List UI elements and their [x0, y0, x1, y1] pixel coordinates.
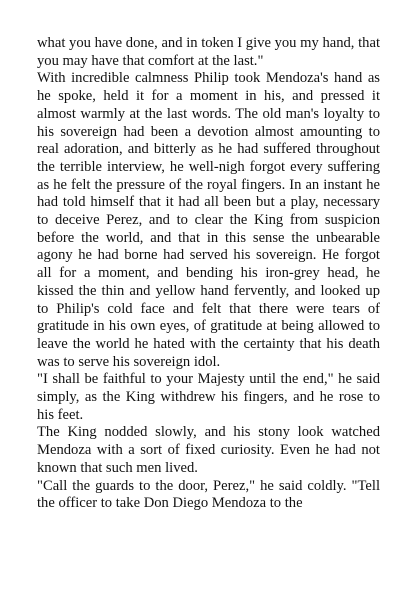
paragraph-2: With incredible calmness Philip took Mendoza's hand as he spoke, held it for a moment in his, and pressed it almost warmly at the last words. The old man's loyalty to his sovereign had been a devotion almost amounting to real adoration, and bitterly as he had suffered throughout the terrible interview, he well-nigh forgot every suffering as he felt the pressure of the royal fingers. In an instant he had told himself that it had all been but a play, necessary to deceive Perez, and to clear the King from suspicion before the world, and that in this sense the unbearable agony he had borne had served his sovereign. He forgot all for a moment, and bending his iron-grey head, he kissed the thin and yellow hand fervently, and looked up to Philip's cold face and felt that there were tears of gratitude in his own eyes, of gratitude at being allowed to leave the world he hated with the certainty that his death was to serve his sovereign idol.: [37, 70, 380, 370]
page-text: [37, 35, 380, 513]
paragraph-3: "I shall be faithful to your Majesty until the end," he said simply, as the King withdrew his fingers, and he rose to his feet.: [37, 371, 380, 423]
paragraph-5: "Call the guards to the door, Perez," he said coldly. "Tell the officer to take Don Diego Mendoza to the: [37, 477, 380, 512]
paragraph-1: what you have done, and in token I give you my hand, that you may have that comfort at the last.": [37, 35, 380, 69]
paragraph-4: The King nodded slowly, and his stony look watched Mendoza with a sort of fixed curiosity. Even he had not known that such men lived.: [37, 424, 380, 476]
